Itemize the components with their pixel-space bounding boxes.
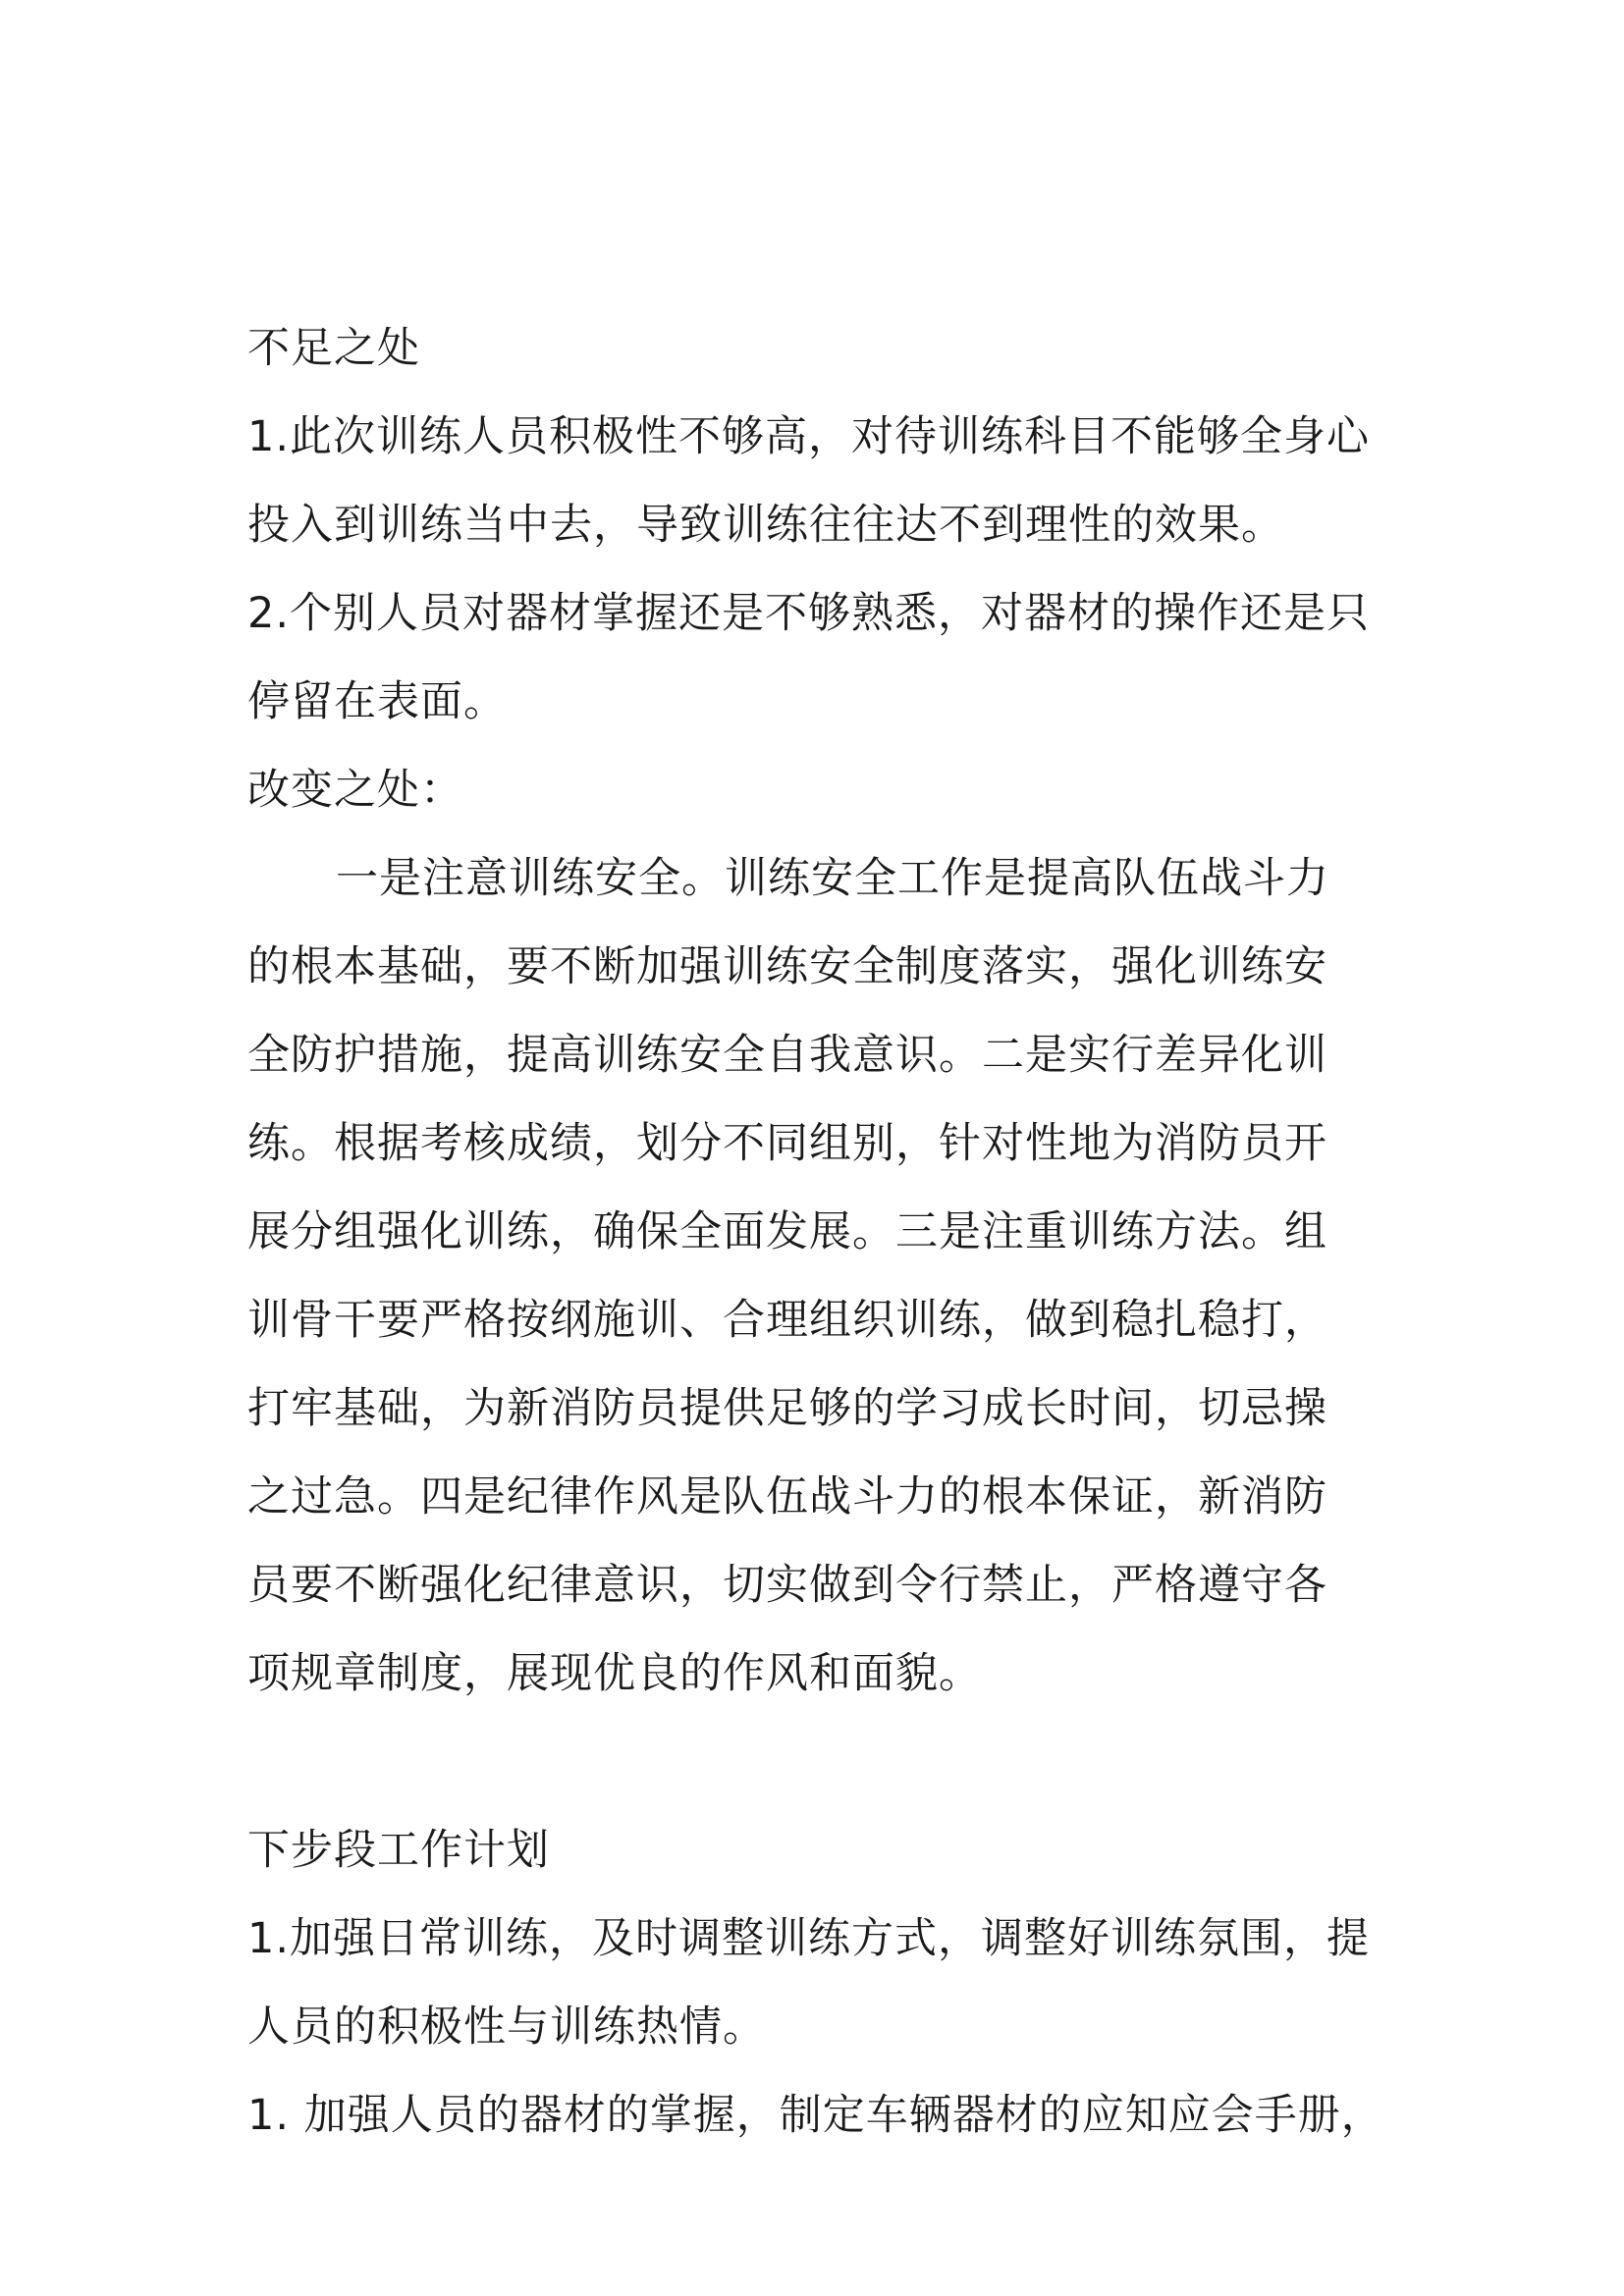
shortcomings-item-1-line-1: 1.此次训练人员积极性不够高，对待训练科目不能够全身心 — [247, 412, 1371, 461]
improvements-heading: 改变之处： — [247, 766, 463, 815]
improvements-paragraph-line-7: 打牢基础，为新消防员提供足够的学习成长时间，切忌操 — [247, 1384, 1327, 1433]
improvements-paragraph-line-2: 的根本基础，要不断加强训练安全制度落实，强化训练安 — [247, 942, 1327, 991]
document-page — [247, 304, 1396, 2160]
shortcomings-item-2-line-2: 停留在表面。 — [247, 677, 507, 726]
shortcomings-item-2-line-1: 2.个别人员对器材掌握还是不够熟悉，对器材的操作还是只 — [247, 589, 1371, 638]
shortcomings-item-1-line-2: 投入到训练当中去，导致训练往往达不到理性的效果。 — [247, 501, 1284, 550]
blank-line — [247, 1718, 1396, 1806]
improvements-paragraph-line-5: 展分组强化训练，确保全面发展。三是注重训练方法。组 — [247, 1207, 1327, 1256]
improvements-paragraph-line-3: 全防护措施，提高训练安全自我意识。二是实行差异化训 — [247, 1031, 1327, 1080]
plan-item-1-line-1: 1.加强日常训练，及时调整训练方式，调整好训练氛围，提 — [247, 1914, 1371, 1963]
plan-item-2-line-1: 1. 加强人员的器材的掌握，制定车辆器材的应知应会手册， — [247, 2091, 1384, 2140]
shortcomings-heading: 不足之处 — [247, 324, 420, 373]
improvements-paragraph-line-4: 练。根据考核成绩，划分不同组别，针对性地为消防员开 — [247, 1119, 1327, 1168]
improvements-paragraph-line-9: 员要不断强化纪律意识，切实做到令行禁止，严格遵守各 — [247, 1561, 1327, 1610]
improvements-paragraph-line-6: 训骨干要严格按纲施训、合理组织训练，做到稳扎稳打， — [247, 1296, 1327, 1345]
plan-item-1-line-2: 人员的积极性与训练热情。 — [247, 2002, 766, 2052]
improvements-paragraph-line-1: 一是注意训练安全。训练安全工作是提高队伍战斗力 — [336, 854, 1329, 903]
improvements-paragraph-line-8: 之过急。四是纪律作风是队伍战斗力的根本保证，新消防 — [247, 1472, 1327, 1522]
improvements-paragraph-line-10: 项规章制度，展现优良的作风和面貌。 — [247, 1649, 982, 1698]
plan-heading: 下步段工作计划 — [247, 1826, 550, 1875]
